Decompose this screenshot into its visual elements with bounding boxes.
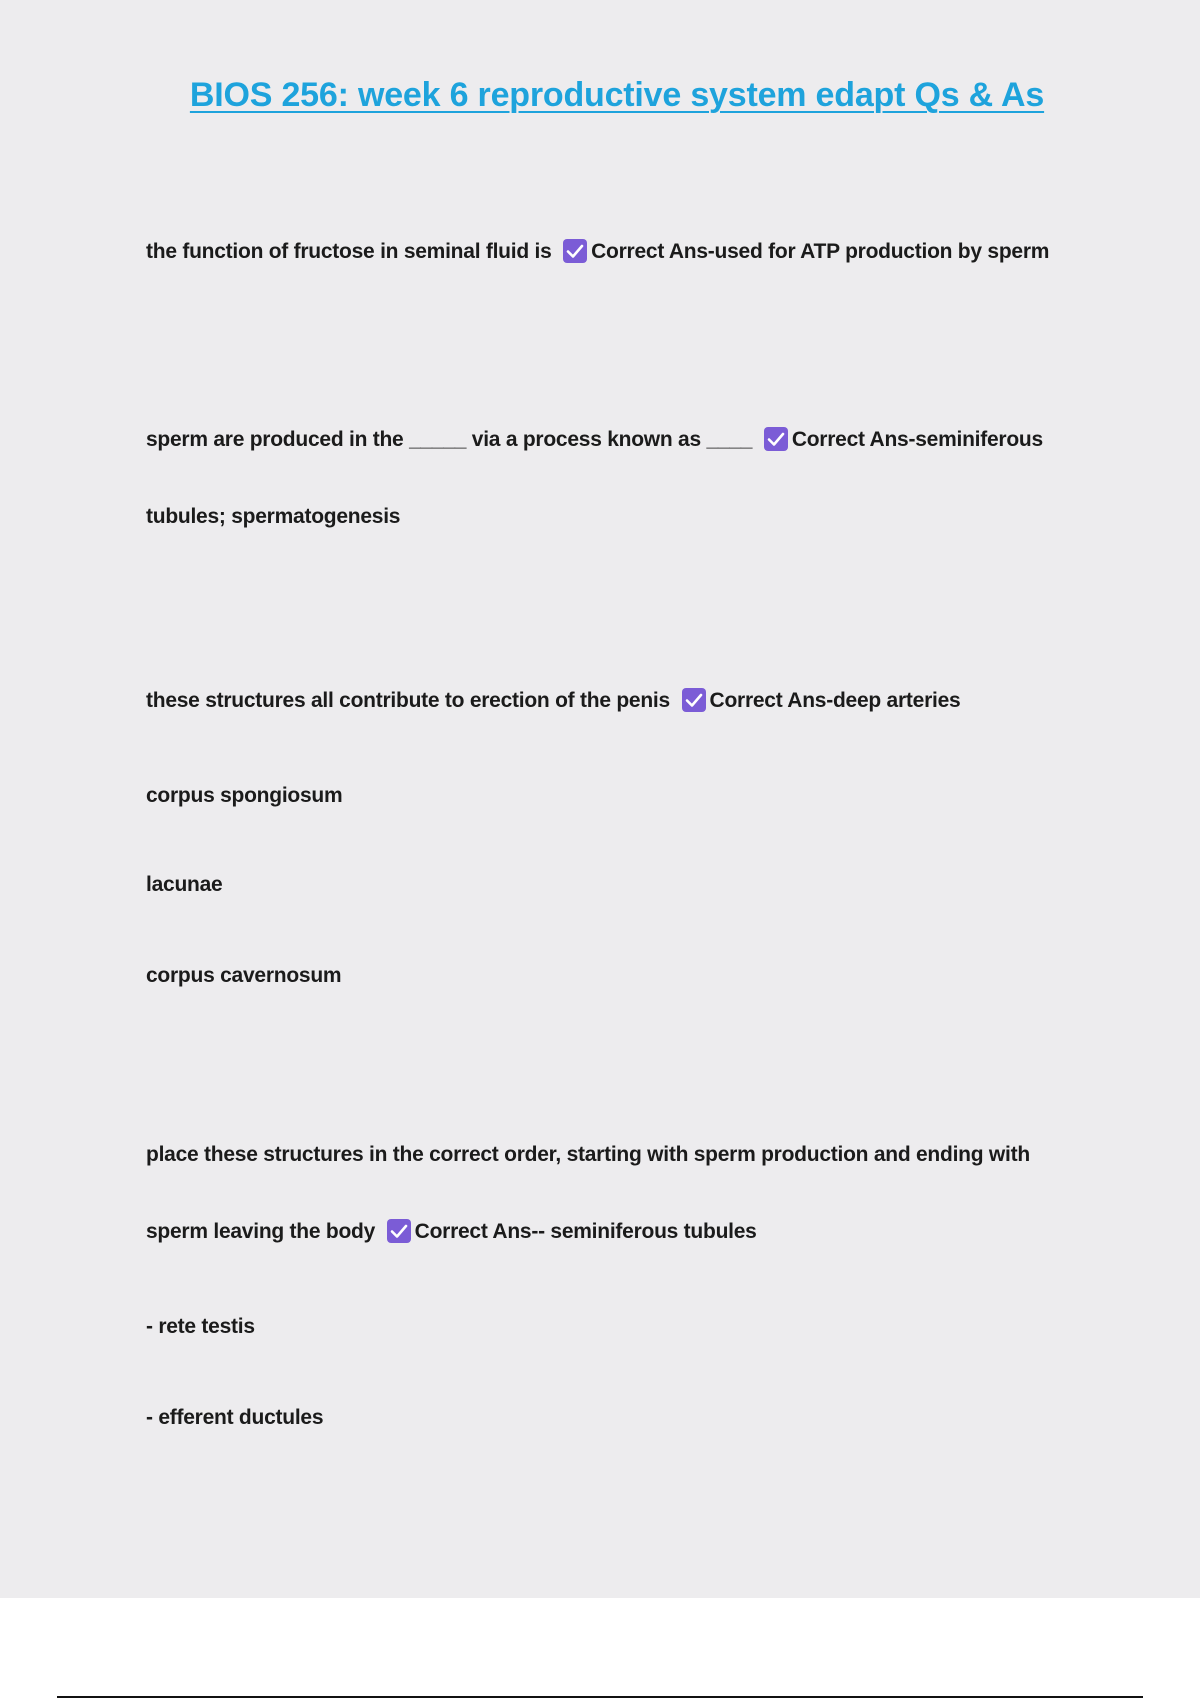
- answer-continuation: tubules; spermatogenesis: [146, 505, 401, 528]
- answer-text: Correct Ans-- seminiferous tubules: [414, 1220, 757, 1243]
- question-text: sperm are produced in the _____ via a process known as ____: [146, 428, 753, 451]
- checkbox-checked-icon: [387, 1219, 411, 1243]
- checkbox-checked-icon: [563, 239, 587, 263]
- checkbox-checked-icon: [764, 427, 788, 451]
- qa-item-order: [146, 1218, 757, 1246]
- answer-text: Correct Ans-deep arteries: [709, 689, 961, 712]
- qa-item-sperm-production: [146, 426, 1043, 454]
- answer-list-item: - rete testis: [146, 1315, 255, 1338]
- checkbox-checked-icon: [682, 688, 706, 712]
- footer-divider: [57, 1696, 1143, 1698]
- answer-list-item: lacunae: [146, 873, 223, 896]
- question-text: these structures all contribute to erection of the penis: [146, 689, 670, 712]
- answer-list-item: corpus cavernosum: [146, 964, 342, 987]
- question-text: place these structures in the correct order, starting with sperm production and ending with: [146, 1143, 1030, 1166]
- question-text: sperm leaving the body: [146, 1220, 376, 1243]
- answer-text: Correct Ans-seminiferous: [791, 428, 1043, 451]
- qa-item-erection: [146, 687, 960, 715]
- answer-text: Correct Ans-used for ATP production by sperm: [591, 240, 1050, 263]
- answer-list-item: - efferent ductules: [146, 1406, 324, 1429]
- question-text: the function of fructose in seminal fluid is: [146, 240, 552, 263]
- document-title: BIOS 256: week 6 reproductive system edapt Qs & As: [189, 76, 1045, 114]
- answer-list-item: corpus spongiosum: [146, 784, 343, 807]
- qa-item-fructose: [146, 238, 1049, 266]
